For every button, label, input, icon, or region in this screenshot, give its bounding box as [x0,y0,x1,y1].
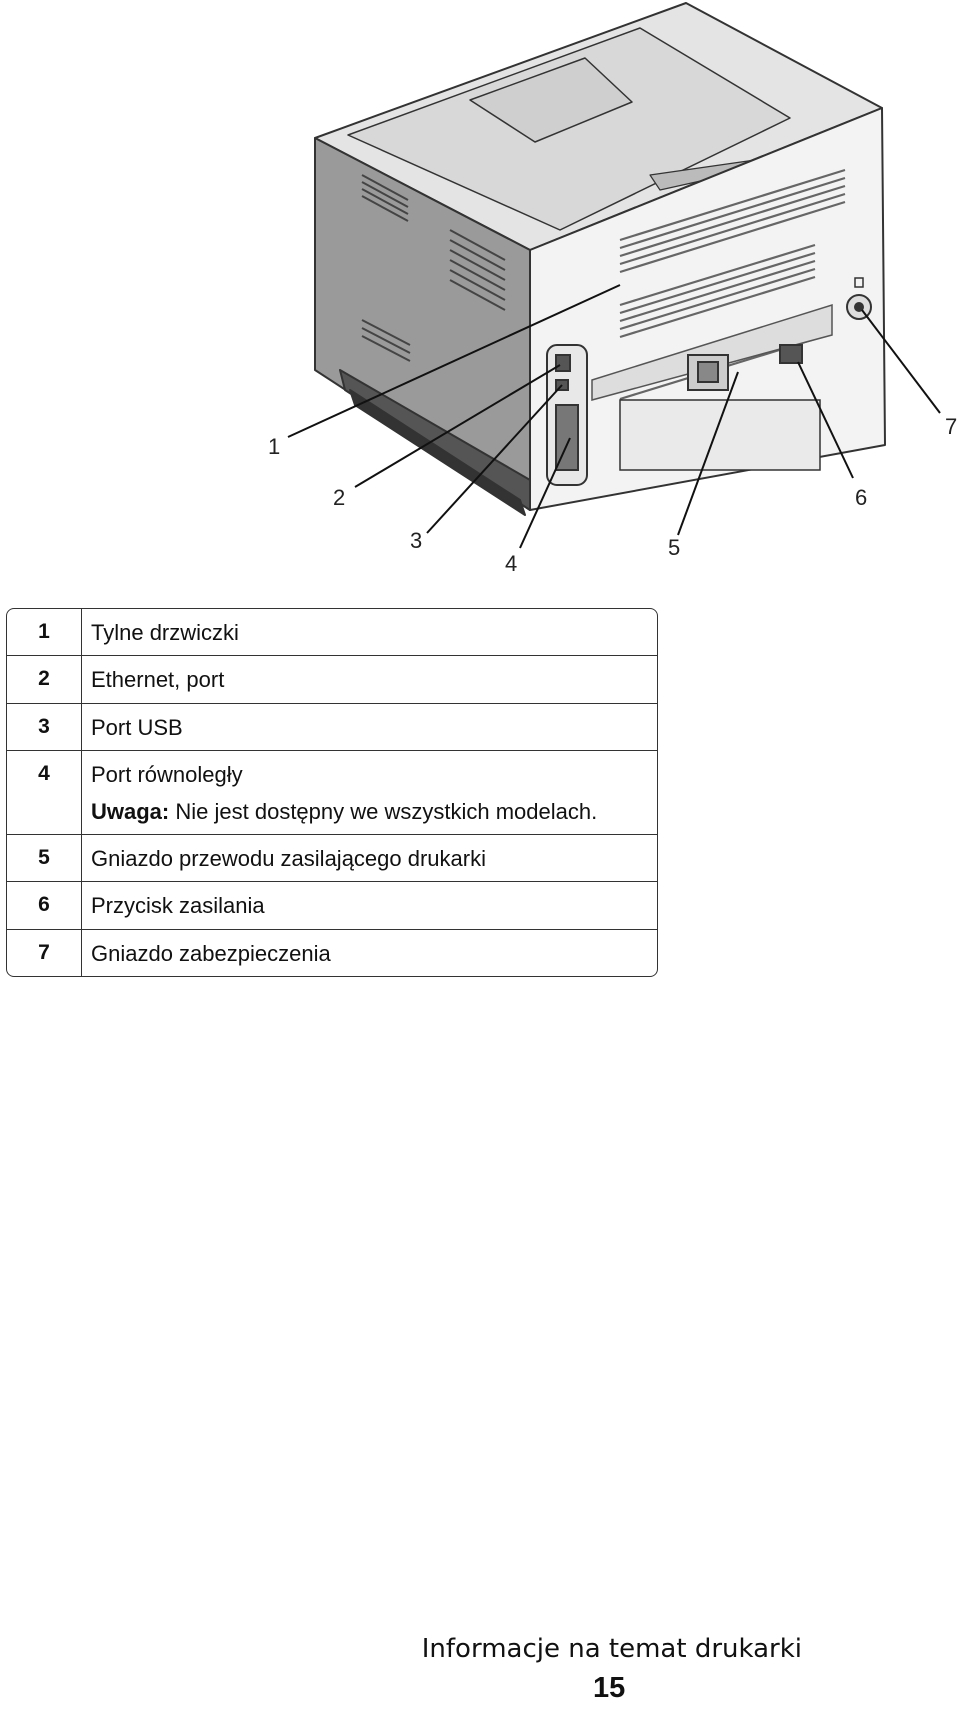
legend-number: 4 [7,751,82,834]
callout-4: 4 [505,551,518,576]
callout-1: 1 [268,434,281,459]
legend-description: Gniazdo przewodu zasilającego drukarki [91,845,486,871]
legend-description: Port USB [91,714,183,740]
callout-5: 5 [668,535,681,560]
callout-3: 3 [410,528,423,553]
legend-row [7,655,657,702]
legend-row [7,834,657,881]
legend-number: 3 [7,704,82,750]
legend-row [7,609,657,655]
legend-note [91,799,657,825]
callout-7: 7 [945,414,958,439]
legend-row [7,703,657,750]
legend-description [82,751,657,834]
footer-section-title: Informacje na temat drukarki [421,1634,802,1664]
legend-description: Tylne drzwiczki [91,620,239,645]
legend-number: 7 [7,930,82,976]
legend-number: 1 [7,609,82,655]
legend-table [6,608,658,977]
callout-6: 6 [855,485,868,510]
printer-rear-illustration [0,0,960,580]
callout-2: 2 [333,485,346,510]
legend-number: 6 [7,882,82,928]
legend-text: Port równoległy [91,762,243,788]
note-label: Uwaga: [91,798,170,824]
legend-description: Ethernet, port [91,667,225,693]
note-text: Nie jest dostępny we wszystkich modelach. [175,798,598,824]
legend-number: 5 [7,835,82,881]
legend-description: Przycisk zasilania [91,893,265,919]
legend-row [7,881,657,928]
page-number: 15 [593,1672,626,1704]
legend-row [7,929,657,976]
legend-number: 2 [7,656,82,702]
legend-description: Gniazdo zabezpieczenia [91,940,331,966]
legend-row [7,750,657,834]
ports-panel [547,345,587,485]
